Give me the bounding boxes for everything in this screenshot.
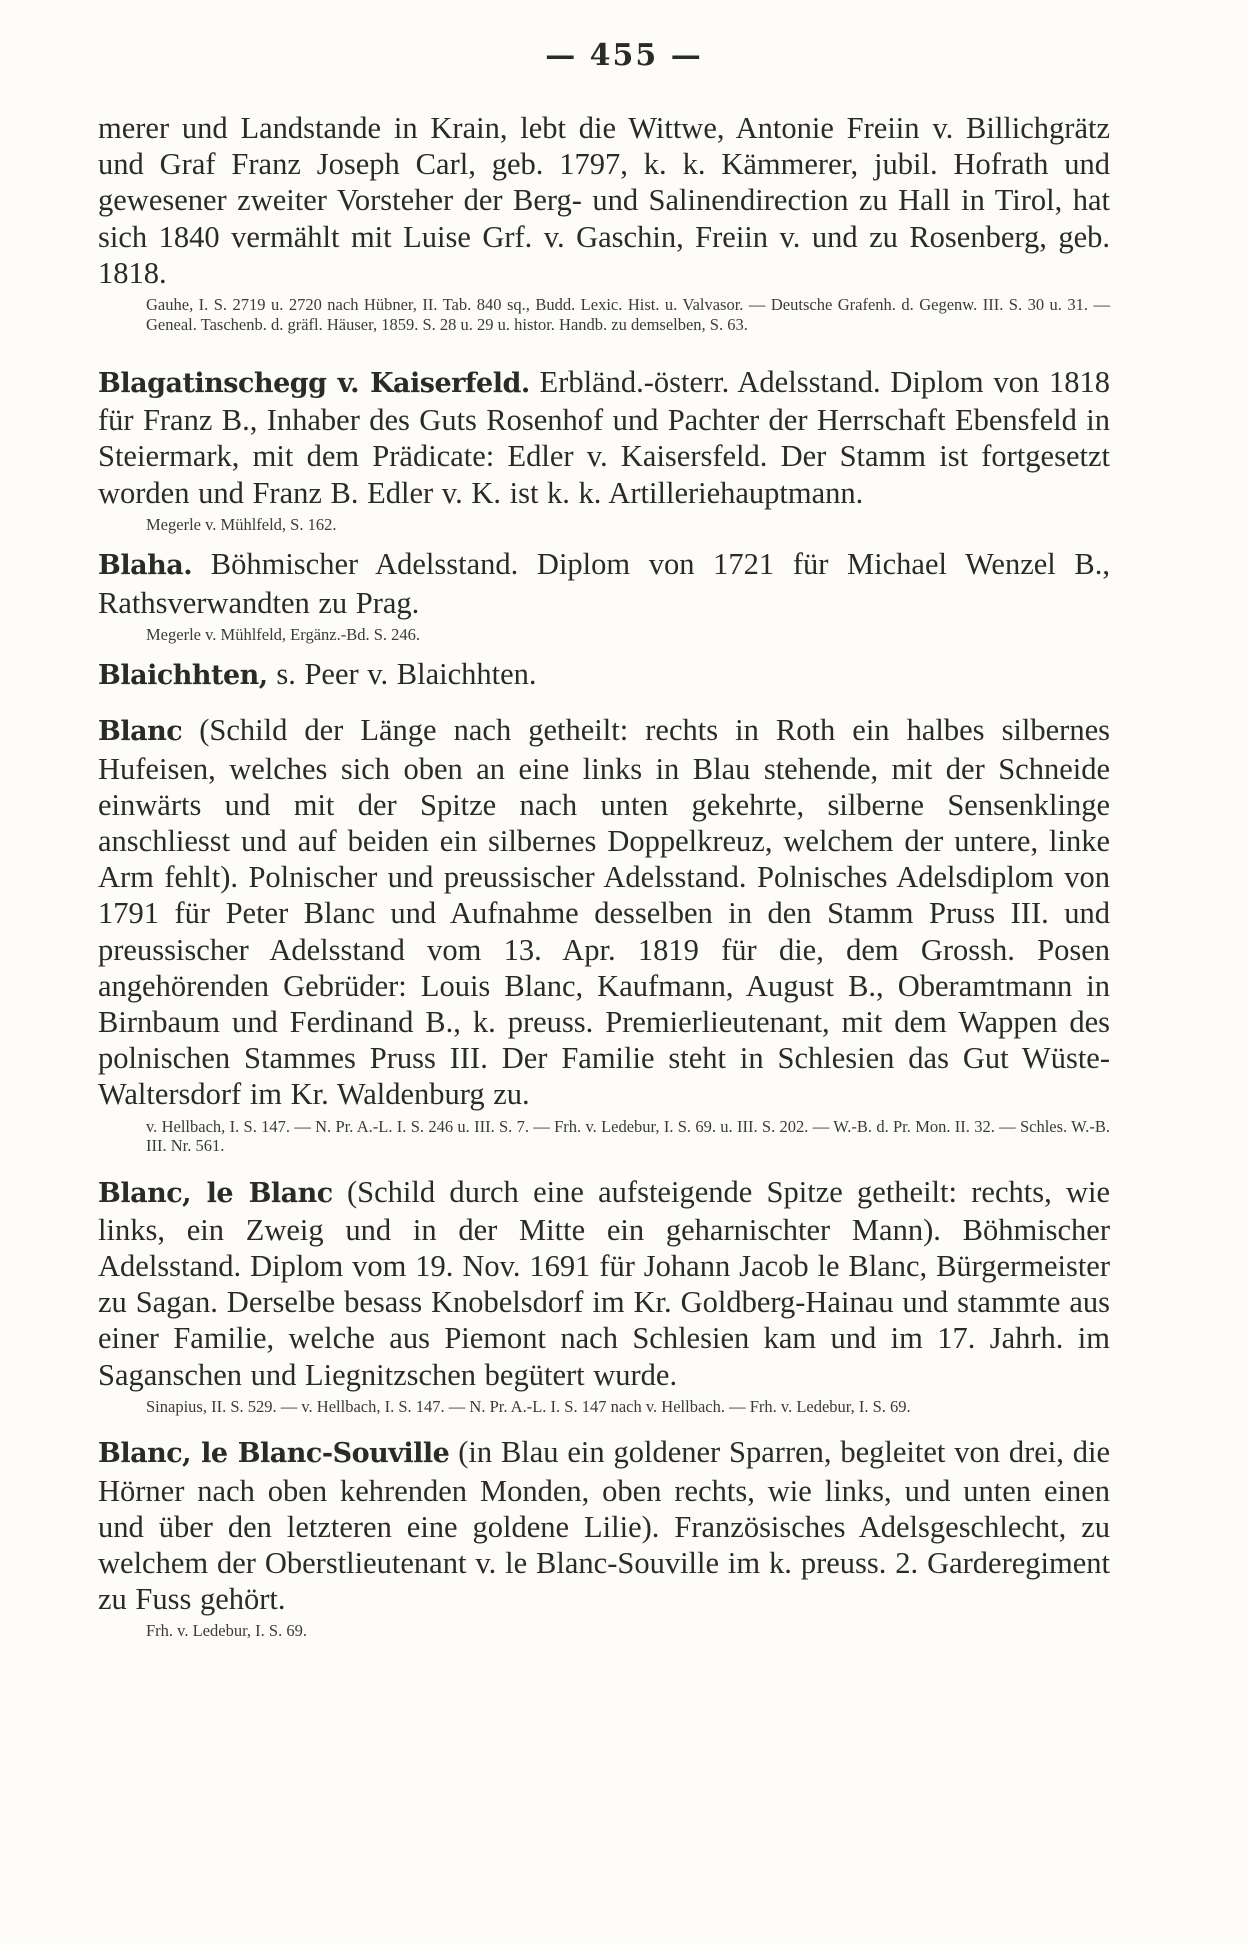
entry-heading: Blanc xyxy=(98,716,183,748)
entry-blanc-le-blanc xyxy=(98,1174,1110,1393)
entry-text: Böhmischer Adelsstand. Diplom von 1721 für Michael Wenzel B., Rathsverwandten zu Prag. xyxy=(98,547,1110,620)
entry-text: s. Peer v. Blaichhten. xyxy=(267,657,537,692)
entry-text: (in Blau ein goldener Sparren, begleitet von drei, die Hörner nach oben kehrenden Monden, oben rechts, wie links, und unten einen und über den letzteren eine goldene Lilie). Französisches Adelsgeschlecht, zu welchem der Oberstlieutenant v. le Blanc-Souville im k. preuss. 2. Garderegiment zu Fuss gehört. xyxy=(98,1435,1110,1617)
entry-blaha xyxy=(98,546,1110,620)
entry-text: (Schild der Länge nach getheilt: rechts in Roth ein halbes silbernes Hufeisen, welches sich oben an eine links in Blau stehende, mit der Schneide einwärts und mit der Spitze nach unten gekehrte, silberne Sensenklinge anschliesst und auf beiden ein silbernes Doppelkreuz, welchem der untere, linke Arm fehlt). Polnischer und preussischer Adelsstand. Polnisches Adelsdiplom von 1791 für Peter Blanc und Aufnahme desselben in den Stamm Pruss III. und preussischer Adelsstand vom 13. Apr. 1819 für die, dem Grossh. Posen angehörenden Gebrüder: Louis Blanc, Kaufmann, August B., Oberamtmann in Birnbaum und Ferdinand B., k. preuss. Premierlieutenant, mit dem Wappen des polnischen Stammes Pruss III. Der Familie steht in Schlesien das Gut Wüste-Waltersdorf im Kr. Waldenburg zu. xyxy=(98,713,1110,1112)
paragraph-text: merer und Landstande in Krain, lebt die Wittwe, Antonie Freiin v. Billichgrätz und Graf Franz Joseph Carl, geb. 1797, k. k. Kämmerer, jubil. Hofrath und gewesener zweiter Vorsteher der Berg- und Salinendirection zu Hall in Tirol, hat sich 1840 vermählt mit Luise Grf. v. Gaschin, Freiin v. und zu Rosenberg, geb. 1818. xyxy=(98,111,1110,290)
entry-blanc xyxy=(98,712,1110,1112)
entry-blaichhten xyxy=(98,656,1110,694)
paragraph-continuation xyxy=(98,110,1110,291)
entry-blagatinschegg xyxy=(98,364,1110,511)
reference-note: Megerle v. Mühlfeld, Ergänz.-Bd. S. 246. xyxy=(146,624,421,644)
entry-text: Erbländ.-österr. Adelsstand. Diplom von 1818 für Franz B., Inhaber des Guts Rosenhof und Pachter der Herrschaft Ebensfeld in Steiermark, mit dem Prädicate: Edler v. Kaisersfeld. Der Stamm ist fortgesetzt worden und Franz B. Edler v. K. ist k. k. Artilleriehauptmann. xyxy=(98,365,1110,510)
reference-note: Gauhe, I. S. 2719 u. 2720 nach Hübner, II. Tab. 840 sq., Budd. Lexic. Hist. u. Valvasor. — Deutsche Grafenh. d. Gegenw. III. S. 30 u. 31. — Geneal. Taschenb. d. gräfl. Häuser, 1859. S. 28 u. 29 u. histor. Handb. zu demselben, S. 63. xyxy=(146,295,1110,334)
entry-heading: Blanc, le Blanc xyxy=(98,1177,333,1209)
reference-note: Megerle v. Mühlfeld, S. 162. xyxy=(146,514,337,534)
entry-blanc-souville xyxy=(98,1434,1110,1617)
entry-text: (Schild durch eine aufsteigende Spitze getheilt: rechts, wie links, ein Zweig und in der Mitte ein geharnischter Mann). Böhmischer Adelsstand. Diplom vom 19. Nov. 1691 für Johann Jacob le Blanc, Bürgermeister zu Sagan. Derselbe besass Knobelsdorf im Kr. Goldberg-Hainau und stammte aus einer Familie, welche aus Piemont nach Schlesien kam und im 17. Jahrh. im Saganschen und Liegnitzschen begütert wurde. xyxy=(98,1174,1111,1392)
entry-heading: Blaha. xyxy=(98,550,193,582)
page-number: — 455 — xyxy=(545,38,703,73)
reference-note: v. Hellbach, I. S. 147. — N. Pr. A.-L. I. S. 246 u. III. S. 7. — Frh. v. Ledebur, I. S. 69. u. III. S. 202. — W.-B. d. Pr. Mon. II. 32. — Schles. W.-B. III. Nr. 561. xyxy=(146,1116,1110,1156)
entry-heading: Blaichhten, xyxy=(98,660,268,692)
reference-note: Frh. v. Ledebur, I. S. 69. xyxy=(146,1621,307,1641)
page-content xyxy=(98,110,1110,1641)
reference-note: Sinapius, II. S. 529. — v. Hellbach, I. S. 147. — N. Pr. A.-L. I. S. 147 nach v. Hellbach. — Frh. v. Ledebur, I. S. 69. xyxy=(146,1396,911,1416)
entry-heading: Blagatinschegg v. Kaiserfeld. xyxy=(98,368,530,400)
entry-heading: Blanc, le Blanc-Souville xyxy=(98,1438,450,1470)
